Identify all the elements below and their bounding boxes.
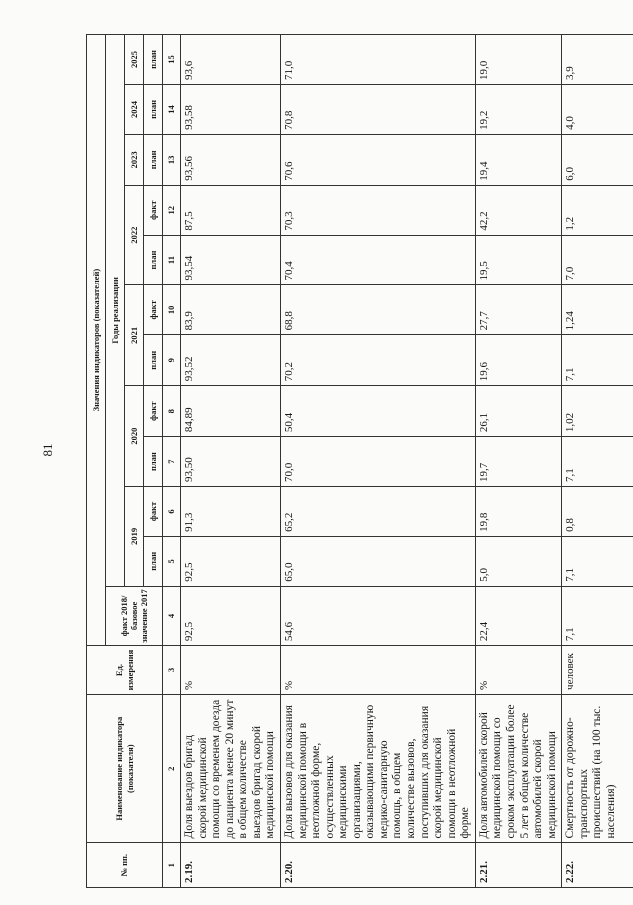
table-row [280,35,475,888]
unit-cell: % [475,646,561,695]
value-cell: 68,8 [280,285,475,335]
value-cell: 50,4 [280,386,475,437]
value-cell: 54,6 [280,586,475,645]
value-cell: 1,2 [562,185,633,235]
header-year-2024: 2024 [125,85,144,135]
header-plan: план [144,437,163,487]
row-number: 2.19. [181,843,281,888]
column-index: 5 [163,536,181,586]
table-row [475,35,561,888]
header-year-2023: 2023 [125,134,144,185]
header-plan: план [144,536,163,586]
row-number: 2.20. [280,843,475,888]
header-fact: факт [144,386,163,437]
value-cell: 26,1 [475,386,561,437]
column-index: 13 [163,134,181,185]
value-cell: 70,4 [280,235,475,285]
value-cell: 70,3 [280,185,475,235]
column-index: 11 [163,235,181,285]
header-year-2021: 2021 [125,285,144,386]
value-cell: 83,9 [181,285,281,335]
header-fact: факт [144,285,163,335]
value-cell: 93,56 [181,134,281,185]
header-num: № пп. [87,843,163,888]
column-index: 3 [163,646,181,695]
value-cell: 87,5 [181,185,281,235]
value-cell: 27,7 [475,285,561,335]
column-index: 14 [163,85,181,135]
unit-cell: % [280,646,475,695]
column-index: 2 [163,694,181,843]
column-index: 1 [163,843,181,888]
header-plan: план [144,35,163,85]
value-cell: 19,5 [475,235,561,285]
header-fact: факт [144,185,163,235]
column-index: 8 [163,386,181,437]
indicator-name: Доля автомобилей скорой медицинской помощи со сроком эксплуатации более 5 лет в общем количестве автомобилей скорой медицинской помощи [475,694,561,843]
value-cell: 91,3 [181,487,281,537]
value-cell: 19,8 [475,487,561,537]
value-cell: 5,0 [475,536,561,586]
value-cell: 7,0 [562,235,633,285]
header-years-group: Годы реализации [106,35,125,587]
value-cell: 22,4 [475,586,561,645]
value-cell: 84,89 [181,386,281,437]
header-year-2022: 2022 [125,185,144,285]
value-cell: 19,7 [475,437,561,487]
value-cell: 70,2 [280,335,475,386]
page-number: 81 [40,443,55,457]
value-cell: 7,1 [562,586,633,645]
value-cell: 65,2 [280,487,475,537]
value-cell: 6,0 [562,134,633,185]
value-cell: 93,58 [181,85,281,135]
value-cell: 70,0 [280,437,475,487]
value-cell: 70,6 [280,134,475,185]
value-cell: 7,1 [562,536,633,586]
indicator-name: Доля выездов бригад скорой медицинской помощи со временем доезда до пациента менее 20 минут в общем количестве выездов бригад скорой медицинской помощи [181,694,281,843]
column-index: 9 [163,335,181,386]
value-cell: 1,24 [562,285,633,335]
value-cell: 3,9 [562,35,633,85]
column-index: 10 [163,285,181,335]
value-cell: 70,8 [280,85,475,135]
value-cell: 7,1 [562,335,633,386]
header-year-2025: 2025 [125,35,144,85]
indicator-name: Доля вызовов для оказания медицинской помощи в неотложной форме, осуществленных медицинскими организациями, оказывающими первичную медико-санитарную помощь, в общем количестве вызовов, поступивших для оказания скорой медицинской помощи в неотложной форме [280,694,475,843]
column-index: 6 [163,487,181,537]
value-cell: 19,6 [475,335,561,386]
value-cell: 19,4 [475,134,561,185]
row-number: 2.22. [562,843,633,888]
header-plan: план [144,335,163,386]
value-cell: 93,54 [181,235,281,285]
header-unit: Ед. измерения [87,646,163,695]
header-year-2019: 2019 [125,487,144,587]
table-row [181,35,281,888]
value-cell: 93,6 [181,35,281,85]
unit-cell: человек [562,646,633,695]
document-sheet [86,34,615,888]
value-cell: 19,2 [475,85,561,135]
indicator-name: Смертность от дорожно-транспортных происшествий (на 100 тыс. населения) [562,694,633,843]
column-index: 7 [163,437,181,487]
header-plan: план [144,235,163,285]
value-cell: 93,52 [181,335,281,386]
value-cell: 71,0 [280,35,475,85]
unit-cell: % [181,646,281,695]
header-base: факт 2018/базовое значение 2017 [106,586,163,645]
table-row [562,35,633,888]
value-cell: 19,0 [475,35,561,85]
header-fact: факт [144,487,163,537]
value-cell: 92,5 [181,536,281,586]
value-cell: 4,0 [562,85,633,135]
column-index: 15 [163,35,181,85]
indicators-table [86,34,633,888]
value-cell: 7,1 [562,437,633,487]
rotated-table-wrapper [86,34,615,888]
value-cell: 93,50 [181,437,281,487]
value-cell: 92,5 [181,586,281,645]
header-values-group: Значения индикаторов (показателей) [87,35,106,646]
column-index: 12 [163,185,181,235]
value-cell: 42,2 [475,185,561,235]
header-name: Наименование индикатора (показателя) [87,694,163,843]
column-index: 4 [163,586,181,645]
row-number: 2.21. [475,843,561,888]
header-year-2020: 2020 [125,386,144,487]
header-plan: план [144,134,163,185]
value-cell: 65,0 [280,536,475,586]
value-cell: 0,8 [562,487,633,537]
header-plan: план [144,85,163,135]
value-cell: 1,02 [562,386,633,437]
